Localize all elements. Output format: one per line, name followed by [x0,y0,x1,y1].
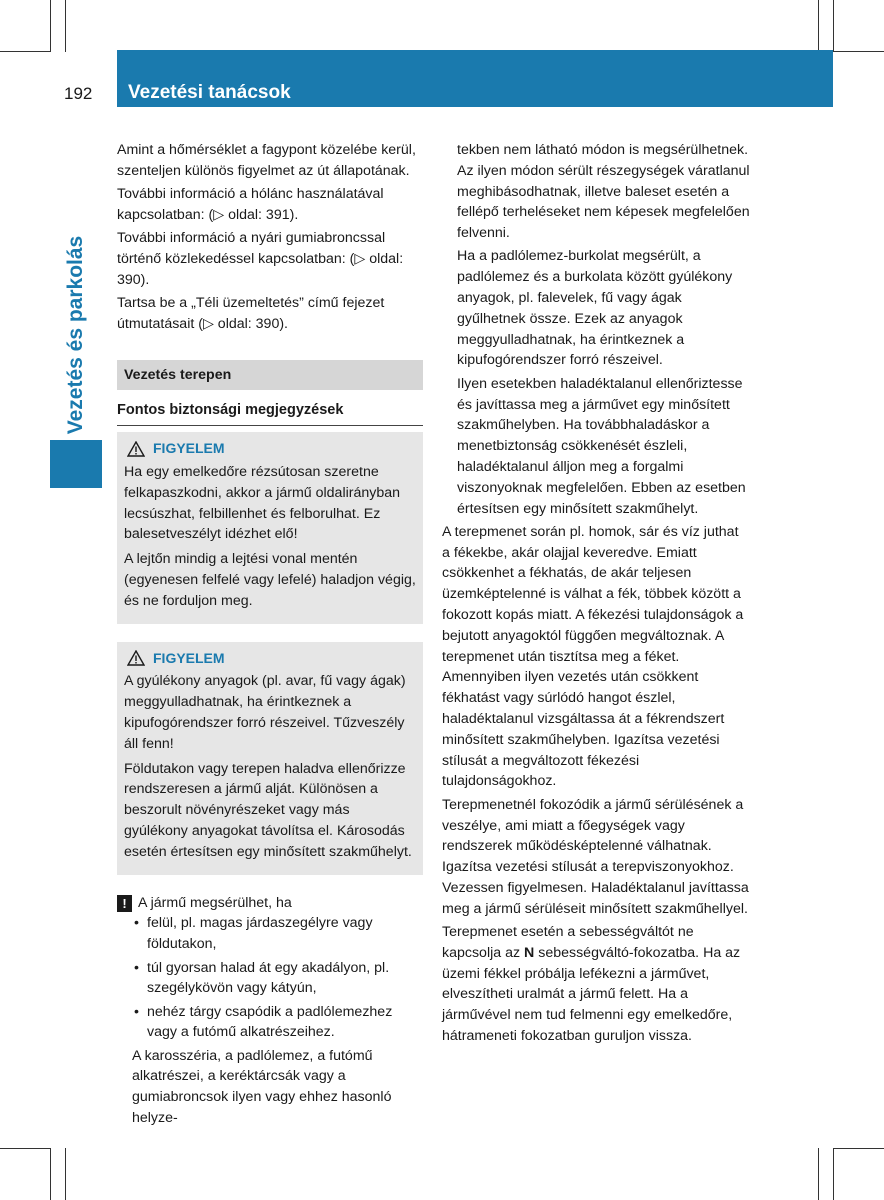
crop-mark [65,1148,66,1200]
crop-mark [65,0,66,52]
crop-mark [0,51,51,52]
warning-text: A lejtőn mindig a lejtési vonal mentén (egyenesen felfelé vagy lefelé) haladjon végig, és ne forduljon meg. [124,551,416,609]
crop-mark [818,1148,819,1200]
crop-mark [833,1148,884,1149]
paragraph: A karosszéria, a padlólemez, a futómű alkatrészei, a keréktárcsák vagy a gumiabroncsok ilyen vagy ehhez hasonló helyze- [132,1047,392,1127]
warning-box [117,432,423,623]
note [117,893,423,914]
paragraph: További információ a hólánc használatával kapcsolatban: (▷ oldal: 391). [117,186,384,223]
paragraph: Ilyen esetekben haladéktalanul ellenőriztesse és javíttassa meg a járművet egy minősített szakműhelyben. Ha továbbhaladáskor a menetbiztonság csökkenését észleli, haladéktalanul álljon meg a forgalmi viszonyoknak megfelelően. Ebben az esetben értesítsen egy minősített szakműhelyt. [457,375,746,517]
warning-text: Ha egy emelkedőre rézsútosan szeretne felkapaszkodni, akkor a jármű oldalirányban lecsúszhat, felbillenhet és felborulhat. Ez balesetveszélyt idézhet elő! [124,464,401,543]
text-span: sebességváltó-fokozatba. Ha az üzemi fékkel próbálja lefékezni a járművet, elveszítheti uralmát a jármű felett. Ha a járművével nem tud felmenni egy emelkedőre, hátrameneti fokozatban guruljon vissza. [442,944,741,1044]
paragraph [442,922,750,1047]
right-column [442,140,750,1049]
crop-mark [833,1148,834,1200]
list-item: • túl gyorsan halad át egy akadályon, pl. szegélykövön vagy kátyún, [132,958,423,1000]
warning-title-text: FIGYELEM [153,649,225,666]
side-chapter-label: Vezetés és parkolás [64,235,87,435]
side-tab [50,440,102,488]
paragraph: Ha a padlólemez-burkolat megsérült, a padlólemez és a burkolata között gyúlékony anyagok, pl. falevelek, fű vagy ágak gyűlhetnek össze. Ezek az anyagok meggyulladhatnak, ha érintkeznek a kipufogórendszer forró részeivel. [457,248,733,369]
crop-mark [50,0,51,52]
note-intro: A jármű megsérülhet, ha [138,894,292,911]
list-item: • nehéz tárgy csapódik a padlólemezhez vagy a futómű alkatrészeihez. [132,1002,423,1044]
warning-box [117,642,423,875]
exclamation-note-icon: ! [117,895,132,912]
crop-mark [50,1148,51,1200]
paragraph: Amint a hőmérséklet a fagypont közelébe kerül, szenteljen különös figyelmet az út állapotának. [117,142,416,179]
warning-text: Földutakon vagy terepen haladva ellenőrizze rendszeresen a jármű alját. Különösen a beszorult növényrészeket vagy más gyúlékony anyagokat távolítsa el. Károsodás esetén értesítsen egy minősített szakműhelyt. [124,760,412,860]
warning-text: A gyúlékony anyagok (pl. avar, fű vagy ágak) meggyulladhatnak, ha érintkeznek a kipufogórendszer forró részeivel. Tűzveszély áll fenn! [124,673,406,752]
paragraph: Tartsa be a „Téli üzemeltetés” című fejezet útmutatásait (▷ oldal: 390). [117,295,385,332]
page-number: 192 [64,84,93,103]
warning-triangle-icon [127,441,145,457]
warning-triangle-icon [127,650,145,666]
list-item: • felül, pl. magas járdaszegélyre vagy földutakon, [132,913,423,955]
paragraph: A terepmenet során pl. homok, sár és víz juthat a fékekbe, akár olajjal keveredve. Emiatt csökkenhet a fékhatás, de akár teljesen üzemképtelenné is válhat a fék, többek között a fokozott kopás miatt. A fékezési tulajdonságok a bejutott anyagoktól függően megváltoznak. A terepmenet után tisztítsa meg a féket. Amennyiben ilyen vezetés után csökkent fékhatást vagy súrlódó hangot észlel, haladéktalanul vizsgáltassa át a fékrendszert minősített szakműhelyben. Igazítsa vezetési stílusát a megváltozott fékezési tulajdonságokhoz. [442,523,744,790]
gear-label: N [524,944,535,961]
warning-title [124,648,416,669]
paragraph: Terepmenetnél fokozódik a jármű sérülésének a veszélye, ami miatt a főegységek vagy rendszerek működésképtelenné válhatnak. Igazítsa vezetési stílusát a terepviszonyokhoz. Vezessen figyelmesen. Haladéktalanul javíttassa meg a jármű sérüléseit minősített szakműhellyel. [442,796,749,917]
section-heading: Vezetés terepen [117,360,423,391]
subsection-heading: Fontos biztonsági megjegyzések [117,400,423,426]
crop-mark [0,1148,51,1149]
bullet-list [117,913,423,1043]
warning-title [124,438,416,459]
crop-mark [833,51,884,52]
warning-title-text: FIGYELEM [153,440,225,457]
left-column [117,140,423,1131]
paragraph: tekben nem látható módon is megsérülhetnek. Az ilyen módon sérült részegységek váratlanul meghibásodhatnak, illetve baleset esetén a fellépő terheléseket nem képesek megfelelően felvenni. [457,142,750,242]
crop-mark [818,0,819,52]
text-span: Terepmenet esetén a sebességváltót ne kapcsolja az [442,923,694,961]
crop-mark [833,0,834,52]
page-title: Vezetési tanácsok [128,82,291,103]
paragraph: További információ a nyári gumiabroncssal történő közlekedéssel kapcsolatban: (▷ oldal: 390). [117,230,404,288]
